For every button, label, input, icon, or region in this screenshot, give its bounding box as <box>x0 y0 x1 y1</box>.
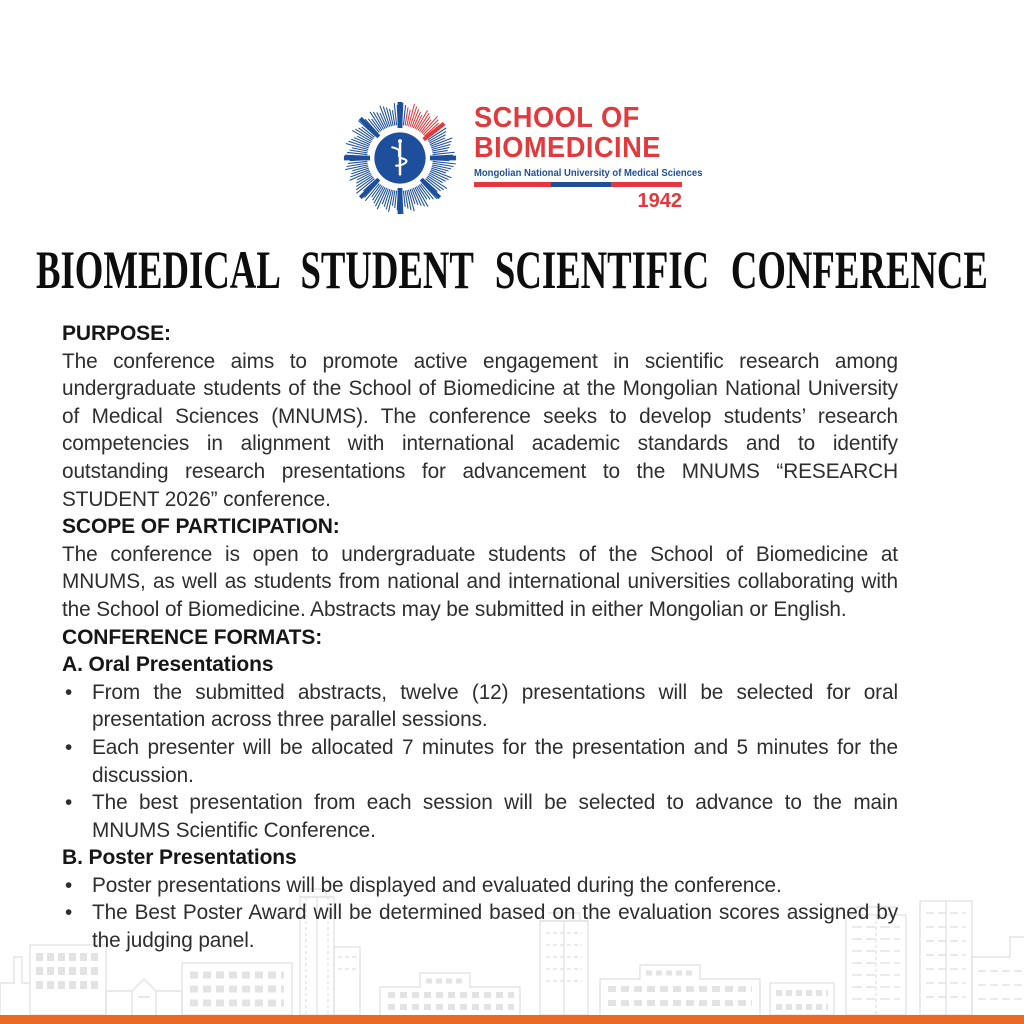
list-item: • Poster presentations will be displayed and evaluated during the conference. <box>62 872 898 900</box>
bullet-icon: • <box>65 680 73 704</box>
bullet-icon: • <box>65 735 73 759</box>
sunburst-asclepius-icon <box>342 100 458 216</box>
list-item: • The best presentation from each session will be selected to advance to the main MNUMS Scientific Conference. <box>62 789 898 844</box>
school-logo <box>0 100 1024 216</box>
list-item: • The Best Poster Award will be determined based on the evaluation scores assigned by the judging panel. <box>62 899 898 954</box>
section-paragraph-scope: The conference is open to undergraduate students of the School of Biomedicine at MNUMS, as well as students from national and international universities collaborating with the School of Biomedicine. Abstracts may be submitted in either Mongolian or English. <box>62 542 898 621</box>
section-paragraph-purpose: The conference aims to promote active engagement in scientific research among undergraduate students of the School of Biomedicine at the Mongolian National University of Medical Sciences (MNUMS). The conference seeks to develop students’ research competencies in alignment with international academic standards and to identify outstanding research presentations for advancement to the MNUMS “RESEARCH STUDENT 2026” conference. <box>62 349 898 511</box>
subsection-heading-poster: B. Poster Presentations <box>62 846 297 870</box>
oral-bullet-list <box>62 679 898 845</box>
footer-accent-bar <box>0 1015 1024 1024</box>
logo-school-line1: SCHOOL OF <box>474 102 640 134</box>
document-body <box>62 320 898 955</box>
section-heading-formats: CONFERENCE FORMATS: <box>62 625 323 649</box>
logo-school-line2: BIOMEDICINE <box>474 132 661 164</box>
bullet-icon: • <box>65 901 73 925</box>
subsection-heading-oral: A. Oral Presentations <box>62 653 274 677</box>
bullet-icon: • <box>65 791 73 815</box>
logo-text-block <box>474 102 703 213</box>
list-item: • From the submitted abstracts, twelve (12) presentations will be selected for oral presentation across three parallel sessions. <box>62 679 898 734</box>
bullet-icon: • <box>65 873 73 897</box>
logo-founding-year: 1942 <box>637 190 682 212</box>
page-title: BIOMEDICAL STUDENT SCIENTIFIC CONFERENCE <box>36 240 988 300</box>
section-heading-scope: SCOPE OF PARTICIPATION: <box>62 515 340 539</box>
poster-bullet-list <box>62 872 898 955</box>
list-item: • Each presenter will be allocated 7 minutes for the presentation and 5 minutes for the discussion. <box>62 734 898 789</box>
section-heading-purpose: PURPOSE: <box>62 322 171 345</box>
logo-tricolor-bar <box>474 182 682 187</box>
logo-university-name: Mongolian National University of Medical Sciences <box>474 168 703 179</box>
